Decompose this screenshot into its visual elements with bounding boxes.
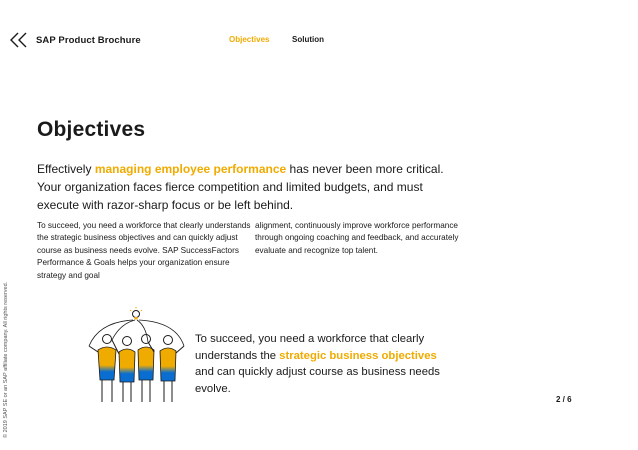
- lead-paragraph: [37, 160, 467, 214]
- callout-text-after: and can quickly adjust course as business needs evolve.: [195, 366, 440, 395]
- person-figure: [112, 337, 135, 403]
- person-figure: [160, 336, 184, 403]
- lead-text-after: has never been more critical. Your organization faces fierce competition and limited budgets, and must execute with razor-sharp focus or be left behind.: [37, 162, 444, 212]
- callout-text-before: To succeed, you need a workforce that clearly understands the: [195, 333, 425, 362]
- lead-highlight: managing employee performance: [94, 162, 287, 176]
- body-column-left: To succeed, you need a workforce that clearly understands the strategic business objectives and can quickly adjust course as business needs evolve. SAP SuccessFactors Performance & Goals helps your organization ensure strategy and goal: [37, 221, 251, 280]
- body-column-right: alignment, continuously improve workforce performance through ongoing coaching and feedback, and accurately evaluate and recognize top talent.: [255, 221, 459, 255]
- double-chevron-left-icon[interactable]: [9, 32, 29, 48]
- callout-quote: [195, 331, 450, 397]
- tab-objectives[interactable]: Objectives: [229, 35, 270, 44]
- person-figure: [138, 335, 154, 403]
- tab-solution[interactable]: Solution: [292, 35, 324, 44]
- lightbulb-icon: [130, 307, 142, 320]
- page-title: Objectives: [37, 118, 146, 141]
- lead-text-before: Effectively: [37, 162, 95, 176]
- person-figure: [89, 335, 116, 403]
- brochure-title: SAP Product Brochure: [36, 35, 141, 46]
- callout-highlight: strategic business objectives: [279, 349, 437, 362]
- team-lightbulb-illustration: [84, 306, 189, 406]
- page-number: 2 / 6: [556, 395, 572, 404]
- copyright-notice: © 2019 SAP SE or an SAP affiliate company. All rights reserved.: [3, 281, 9, 438]
